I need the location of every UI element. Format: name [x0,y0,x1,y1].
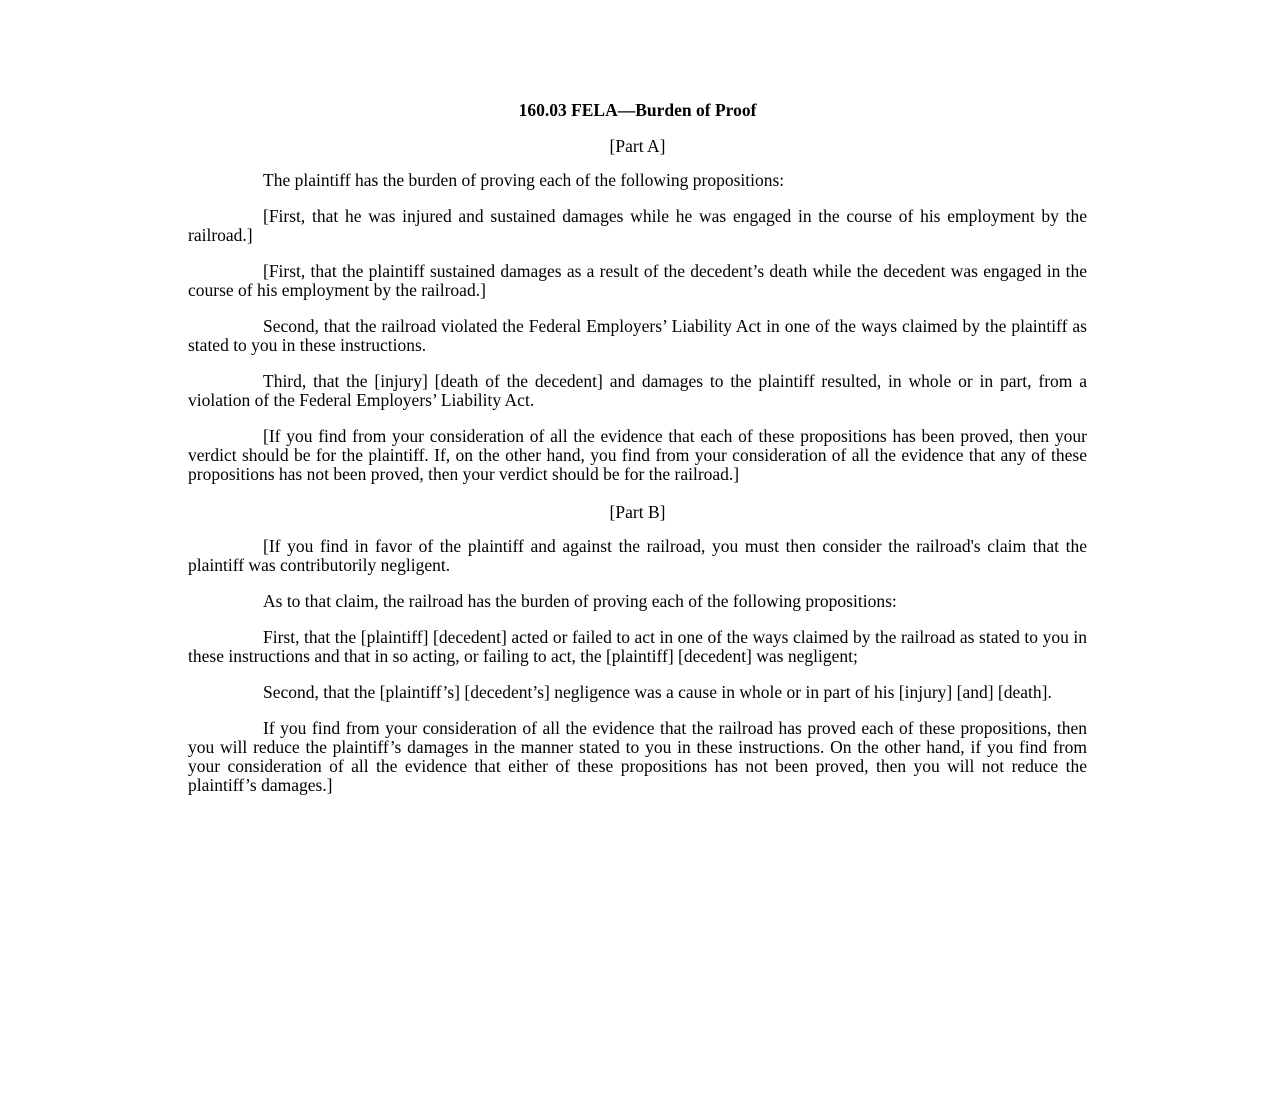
part-b-paragraph-4: Second, that the [plaintiff’s] [decedent’s] negligence was a cause in whole or in part of his [injury] [and] [death]. [263,682,1052,702]
part-b-paragraph-3: First, that the [plaintiff] [decedent] acted or failed to act in one of the ways claimed by the railroad as stated to you in these instructions and that in so acting, or failing to act, the [plaintiff] [decedent] was negligent; [188,627,1087,666]
part-a-paragraph-4: Second, that the railroad violated the Federal Employers’ Liability Act in one of the ways claimed by the plaintiff as stated to you in these instructions. [188,316,1087,355]
document-page [188,99,1087,812]
document-title: 160.03 FELA—Burden of Proof [518,100,757,120]
part-a-heading: [Part A] [609,136,666,156]
part-a-paragraph-1: The plaintiff has the burden of proving each of the following propositions: [263,170,785,190]
part-b-paragraph-5: If you find from your consideration of all the evidence that the railroad has proved each of these propositions, then you will reduce the plaintiff’s damages in the manner stated to you in these instructions. On the other hand, if you find from your consideration of all the evidence that either of these propositions has not been proved, then you will not reduce the plaintiff’s damages.] [188,718,1087,795]
part-a-paragraph-5: Third, that the [injury] [death of the decedent] and damages to the plaintiff resulted, in whole or in part, from a violation of the Federal Employers’ Liability Act. [188,371,1087,410]
part-b-paragraph-1: [If you find in favor of the plaintiff and against the railroad, you must then consider the railroad's claim that the plaintiff was contributorily negligent. [188,536,1087,575]
part-a-paragraph-3: [First, that the plaintiff sustained damages as a result of the decedent’s death while the decedent was engaged in the course of his employment by the railroad.] [188,261,1087,300]
part-a-paragraph-2: [First, that he was injured and sustained damages while he was engaged in the course of his employment by the railroad.] [188,206,1087,245]
part-b-paragraph-2: As to that claim, the railroad has the burden of proving each of the following propositions: [263,591,897,611]
part-b-heading: [Part B] [609,502,666,522]
part-a-paragraph-6: [If you find from your consideration of all the evidence that each of these propositions has been proved, then your verdict should be for the plaintiff. If, on the other hand, you find from your consideration of all the evidence that any of these propositions has not been proved, then your verdict should be for the railroad.] [188,426,1087,484]
